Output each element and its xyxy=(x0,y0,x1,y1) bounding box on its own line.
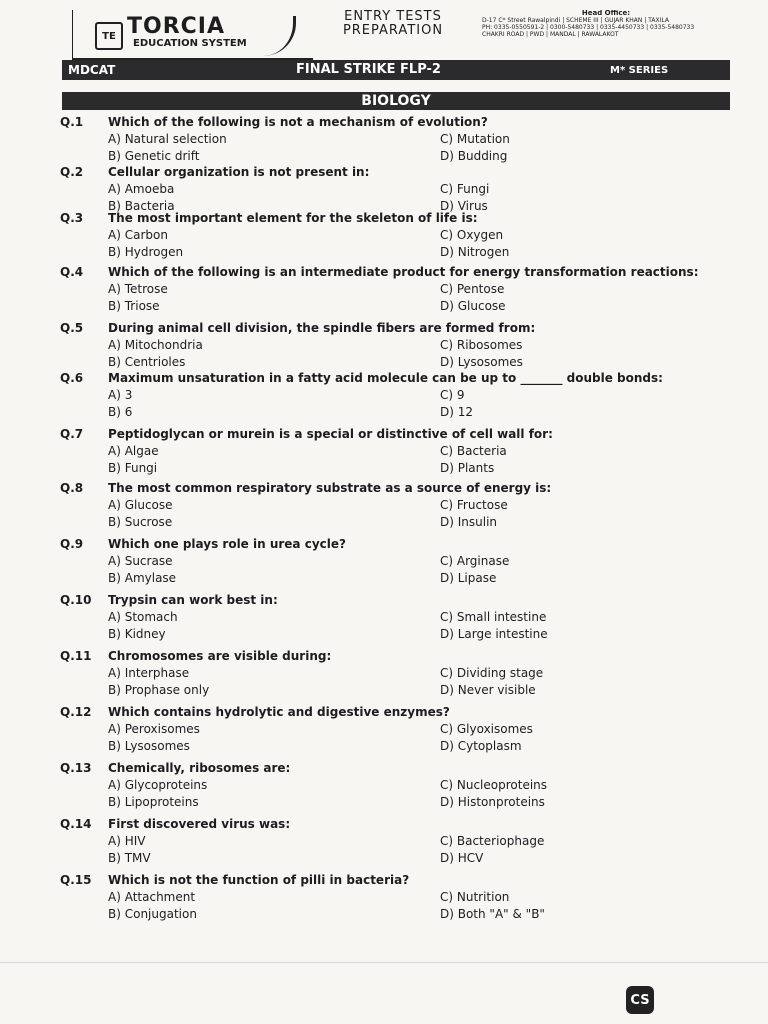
office-title: Head Office: xyxy=(581,10,631,17)
option-c: C) 9 xyxy=(440,388,465,402)
option-b: B) Fungi xyxy=(108,461,158,475)
option-a: A) Glucose xyxy=(108,498,173,512)
option-a: A) Interphase xyxy=(108,666,190,680)
entry-tests-heading xyxy=(338,10,448,38)
option-a: A) Mitochondria xyxy=(108,338,203,352)
option-c: C) Nutrition xyxy=(440,890,510,904)
logo-swoosh-icon xyxy=(263,16,296,56)
office-line: CHAKRI ROAD | PWD | MANDAL | RAWALAKOT xyxy=(482,31,619,38)
option-c: C) Mutation xyxy=(440,132,510,146)
option-d: D) Cytoplasm xyxy=(440,739,522,753)
series-label: M* SERIES xyxy=(610,65,669,76)
question-number: Q.3 xyxy=(60,211,84,225)
question-text: During animal cell division, the spindle fibers are formed from: xyxy=(108,321,536,335)
question-number: Q.10 xyxy=(60,593,92,607)
option-d: D) Virus xyxy=(440,199,488,213)
option-c: C) Fructose xyxy=(440,498,508,512)
option-d: D) HCV xyxy=(440,851,484,865)
question-text: The most important element for the skeleton of life is: xyxy=(108,211,478,225)
question-text: Maximum unsaturation in a fatty acid molecule can be up to _______ double bonds: xyxy=(108,371,663,385)
question-text: Which of the following is an intermediate product for energy transformation reactions: xyxy=(108,265,699,279)
option-a: A) Attachment xyxy=(108,890,196,904)
subject-bar: BIOLOGY xyxy=(62,92,730,110)
question-text: First discovered virus was: xyxy=(108,817,291,831)
option-b: B) Genetic drift xyxy=(108,149,200,163)
option-b: B) Conjugation xyxy=(108,907,197,921)
option-d: D) Glucose xyxy=(440,299,506,313)
office-line: D-17 C* Street Rawalpindi | SCHEME III | GUJAR KHAN | TAXILA xyxy=(482,17,669,24)
scanner-badge-icon: CS xyxy=(626,986,654,1014)
option-b: B) Prophase only xyxy=(108,683,210,697)
option-c: C) Pentose xyxy=(440,282,505,296)
option-d: D) 12 xyxy=(440,405,474,419)
question-text: Which is not the function of pilli in bacteria? xyxy=(108,873,410,887)
head-office-info xyxy=(482,10,730,46)
question-number: Q.11 xyxy=(60,649,92,663)
exam-label: MDCAT xyxy=(68,63,116,77)
option-d: D) Budding xyxy=(440,149,508,163)
entry-line2: PREPARATION xyxy=(342,23,444,38)
option-d: D) Large intestine xyxy=(440,627,548,641)
option-a: A) Natural selection xyxy=(108,132,227,146)
option-d: D) Nitrogen xyxy=(440,245,510,259)
option-a: A) HIV xyxy=(108,834,146,848)
page-divider xyxy=(0,962,768,963)
question-number: Q.6 xyxy=(60,371,84,385)
question-number: Q.1 xyxy=(60,115,84,129)
option-d: D) Plants xyxy=(440,461,495,475)
option-c: C) Dividing stage xyxy=(440,666,544,680)
option-b: B) Amylase xyxy=(108,571,177,585)
option-c: C) Fungi xyxy=(440,182,490,196)
option-d: D) Never visible xyxy=(440,683,536,697)
question-number: Q.12 xyxy=(60,705,92,719)
option-c: C) Nucleoproteins xyxy=(440,778,548,792)
question-number: Q.14 xyxy=(60,817,92,831)
logo xyxy=(72,10,313,60)
option-c: C) Oxygen xyxy=(440,228,504,242)
question-number: Q.5 xyxy=(60,321,84,335)
question-number: Q.4 xyxy=(60,265,84,279)
option-c: C) Bacteriophage xyxy=(440,834,545,848)
option-c: C) Arginase xyxy=(440,554,510,568)
question-text: Chemically, ribosomes are: xyxy=(108,761,291,775)
option-a: A) Amoeba xyxy=(108,182,175,196)
office-line: PH: 0335-0550591-2 | 0300-5480733 | 0335-4450733 | 0335-5480733 xyxy=(482,24,695,31)
question-number: Q.13 xyxy=(60,761,92,775)
option-a: A) Carbon xyxy=(108,228,168,242)
option-a: A) Algae xyxy=(108,444,159,458)
option-b: B) Triose xyxy=(108,299,160,313)
option-c: C) Bacteria xyxy=(440,444,507,458)
logo-subtitle: EDUCATION SYSTEM xyxy=(133,38,247,49)
option-c: C) Glyoxisomes xyxy=(440,722,533,736)
question-text: Which contains hydrolytic and digestive enzymes? xyxy=(108,705,450,719)
option-d: D) Insulin xyxy=(440,515,498,529)
question-number: Q.8 xyxy=(60,481,84,495)
option-d: D) Lysosomes xyxy=(440,355,523,369)
option-b: B) Centrioles xyxy=(108,355,186,369)
option-a: A) Sucrase xyxy=(108,554,173,568)
option-b: B) Kidney xyxy=(108,627,166,641)
logo-title: TORCIA xyxy=(127,14,226,39)
test-title-bar xyxy=(62,60,730,80)
header xyxy=(62,4,730,60)
question-text: Cellular organization is not present in: xyxy=(108,165,370,179)
option-c: C) Small intestine xyxy=(440,610,547,624)
question-number: Q.9 xyxy=(60,537,84,551)
entry-line1: ENTRY TESTS xyxy=(344,9,442,24)
question-text: Trypsin can work best in: xyxy=(108,593,278,607)
question-text: Which one plays role in urea cycle? xyxy=(108,537,346,551)
option-b: B) Hydrogen xyxy=(108,245,184,259)
option-b: B) Lipoproteins xyxy=(108,795,199,809)
question-text: The most common respiratory substrate as a source of energy is: xyxy=(108,481,552,495)
option-d: D) Lipase xyxy=(440,571,497,585)
option-b: B) Sucrose xyxy=(108,515,173,529)
option-a: A) 3 xyxy=(108,388,133,402)
option-a: A) Tetrose xyxy=(108,282,168,296)
option-a: A) Glycoproteins xyxy=(108,778,208,792)
option-b: B) 6 xyxy=(108,405,133,419)
option-b: B) Bacteria xyxy=(108,199,175,213)
option-a: A) Peroxisomes xyxy=(108,722,200,736)
option-d: D) Histonproteins xyxy=(440,795,545,809)
option-c: C) Ribosomes xyxy=(440,338,523,352)
question-number: Q.7 xyxy=(60,427,84,441)
question-number: Q.15 xyxy=(60,873,92,887)
question-text: Peptidoglycan or murein is a special or distinctive of cell wall for: xyxy=(108,427,553,441)
option-b: B) TMV xyxy=(108,851,151,865)
question-text: Which of the following is not a mechanism of evolution? xyxy=(108,115,488,129)
test-title: FINAL STRIKE FLP-2 xyxy=(296,62,441,77)
question-number: Q.2 xyxy=(60,165,84,179)
option-a: A) Stomach xyxy=(108,610,178,624)
logo-emblem-icon: TE xyxy=(95,22,123,50)
option-d: D) Both "A" & "B" xyxy=(440,907,545,921)
option-b: B) Lysosomes xyxy=(108,739,190,753)
question-text: Chromosomes are visible during: xyxy=(108,649,332,663)
